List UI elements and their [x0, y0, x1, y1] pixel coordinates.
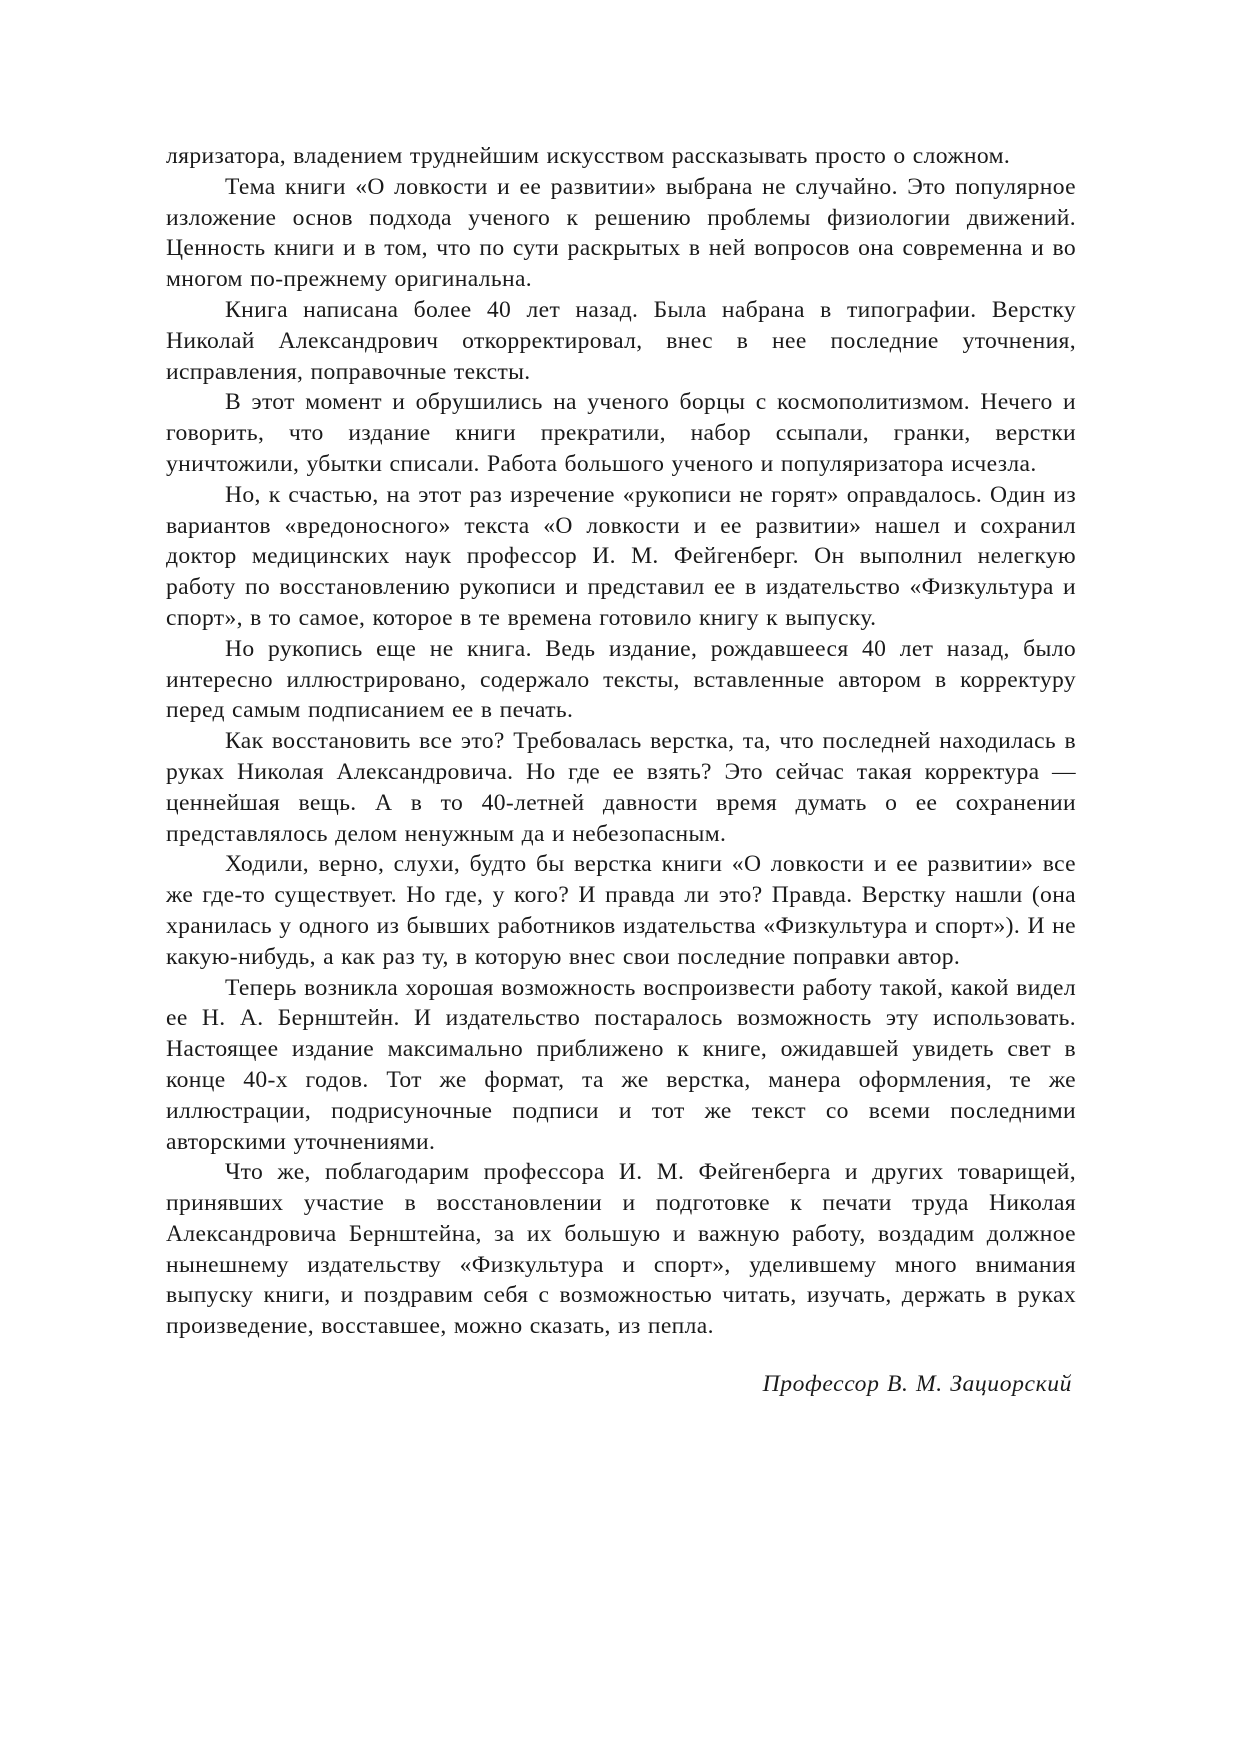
paragraph-continuation: ляризатора, владением труднейшим искусством рассказывать просто о сложном. — [166, 143, 1011, 169]
author-signature: Профессор В. М. Зациорский — [762, 1371, 1072, 1398]
paragraph-book-history: Книга написана более 40 лет назад. Была набрана в типографии. Верстку Николай Александрович откорректировал, внес в нее последние уточнения, исправления, поправочные тексты. — [166, 296, 1076, 385]
paragraph-reproduction: Теперь возникла хорошая возможность воспроизвести работу такой, какой видел ее Н. А. Бернштейн. И издательство постаралось возможность эту использовать. Настоящее издание максимально приближено к книге, ожидавшей увидеть свет в конце 40-х годов. Тот же формат, та же верстка, манера оформления, те же иллюстрации, подрисуночные подписи и тот же текст со всеми последними авторскими уточнениями. — [166, 974, 1076, 1155]
paragraph-proof-found: Ходили, верно, слухи, будто бы верстка книги «О ловкости и ее развитии» все же где-то существует. Но где, у кого? И правда ли это? Правда. Верстку нашли (она хранилась у одного из бывших работников издательства «Физкультура и спорт»). И не какую-нибудь, а как раз ту, в которую внес свои последние поправки автор. — [166, 851, 1076, 970]
paragraph-acknowledgement: Что же, поблагодарим профессора И. М. Фейгенберга и других товарищей, принявших участие в восстановлении и подготовке к печати труда Николая Александровича Бернштейна, за их большую и важную работу, воздадим должное нынешнему издательству «Физкультура и спорт», уделившему много внимания выпуску книги, и поздравим себя с возможностью читать, изучать, держать в руках произведение, восставшее, можно сказать, из пепла. — [166, 1159, 1076, 1340]
paragraph-manuscript-found: Но, к счастью, на этот раз изречение «рукописи не горят» оправдалось. Один из вариантов «вредоносного» текста «О ловкости и ее развитии» нашел и сохранил доктор медицинских наук профессор И. М. Фейгенберг. Он выполнил нелегкую работу по восстановлению рукописи и представил ее в издательство «Физкультура и спорт», в то самое, которое в те времена готовило книгу к выпуску. — [166, 481, 1076, 631]
paragraph-suppression: В этот момент и обрушились на ученого борцы с космополитизмом. Нечего и говорить, что издание книги прекратили, набор ссыпали, гранки, верстки уничтожили, убытки списали. Работа большого ученого и популяризатора исчезла. — [166, 389, 1076, 477]
paragraph-restoration-question: Как восстановить все это? Требовалась верстка, та, что последней находилась в руках Николая Александровича. Но где ее взять? Это сейчас такая корректура — ценнейшая вещь. А в то 40-летней давности время думать о ее сохранении представлялось делом ненужным да и небезопасным. — [166, 728, 1076, 847]
paragraph-manuscript-not-book: Но рукопись еще не книга. Ведь издание, рождавшееся 40 лет назад, было интересно иллюстрировано, содержало тексты, вставленные автором в корректуру перед самым подписанием ее в печать. — [166, 635, 1076, 724]
page-body — [166, 141, 1076, 1400]
paragraph-book-theme: Тема книги «О ловкости и ее развитии» выбрана не случайно. Это популярное изложение основ подхода ученого к решению проблемы физиологии движений. Ценность книги и в том, что по сути раскрытых в ней вопросов она современна и во многом по-прежнему оригинальна. — [166, 173, 1076, 293]
